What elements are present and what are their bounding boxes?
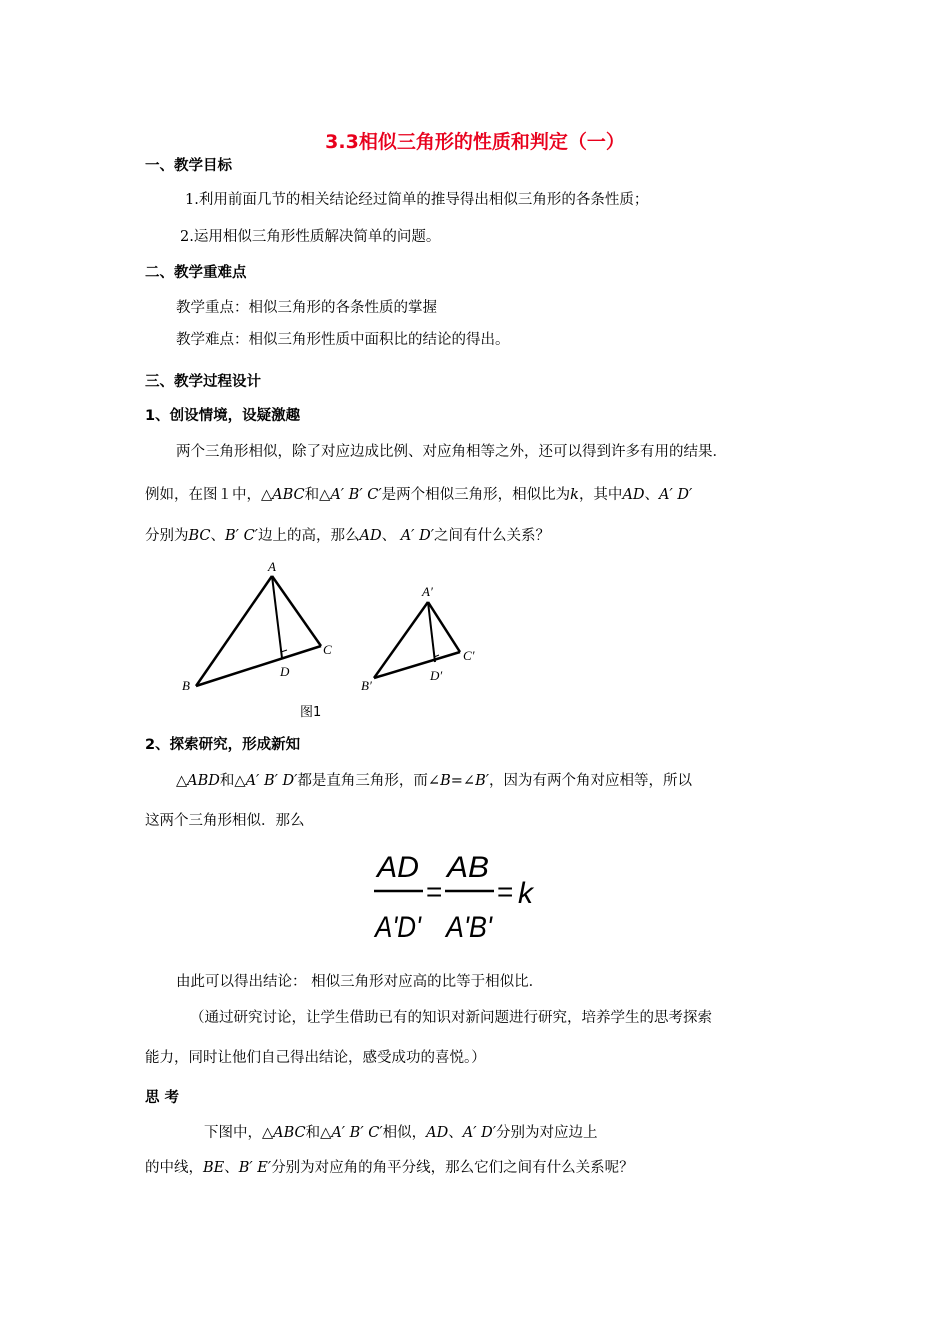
- think-heading: 思 考: [145, 1090, 180, 1106]
- text-run: B′ E′: [238, 1160, 272, 1176]
- text-run: 分别为对应角的角平分线，那么它们之间有什么关系呢？: [271, 1160, 634, 1176]
- text-run: 分别为对应边上: [496, 1125, 598, 1141]
- label-b: B: [182, 678, 190, 693]
- paragraph-2-line-2: 这两个三角形相似．那么: [145, 813, 305, 829]
- text-run: ABD: [187, 773, 220, 789]
- text-run: B: [440, 773, 451, 789]
- section-heading-goals: 一、教学目标: [145, 158, 232, 174]
- label-d-prime: D′: [430, 668, 443, 683]
- note-line-1: （通过研究讨论，让学生借助已有的知识对新问题进行研究，培养学生的思考探索: [190, 1010, 712, 1026]
- text-run: 的中线，: [145, 1160, 203, 1176]
- text-run: k: [570, 487, 579, 503]
- text-run: 和△: [304, 487, 331, 503]
- equals-sign-2: =: [497, 876, 514, 907]
- text-run: 是两个相似三角形，相似比为: [381, 487, 571, 503]
- key-point-text: 教学重点：相似三角形的各条性质的掌握: [176, 300, 437, 316]
- text-run: A′ D′: [462, 1125, 497, 1141]
- text-run: 之间有什么关系？: [434, 528, 550, 544]
- text-run: A′ B′ C′: [331, 1125, 383, 1141]
- text-run: 、: [224, 1160, 239, 1176]
- label-a: A: [268, 559, 276, 574]
- think-line-1: [204, 1121, 598, 1142]
- text-run: =∠: [450, 773, 476, 789]
- subsection-heading-2: 2、探索研究，形成新知: [145, 737, 301, 753]
- paragraph-1-line-3: [145, 524, 550, 545]
- section-heading-process: 三、教学过程设计: [145, 374, 261, 390]
- paragraph-1-line-1: 两个三角形相似，除了对应边成比例、对应角相等之外，还可以得到许多有用的结果．: [176, 444, 727, 460]
- note-line-2: 能力，同时让他们自己得出结论，感受成功的喜悦。）: [145, 1050, 486, 1066]
- triangle-abc: [182, 559, 332, 693]
- formula-numerator-1: AD: [374, 851, 419, 884]
- label-c: C: [323, 642, 332, 657]
- text-run: ，其中: [578, 487, 623, 503]
- text-run: B′ C′: [225, 528, 258, 544]
- text-run: △: [176, 773, 188, 789]
- formula-k: k: [518, 877, 533, 910]
- text-run: 、: [210, 528, 226, 544]
- text-run: BE: [203, 1160, 225, 1176]
- text-run: 例如，在图１中，△: [145, 487, 273, 503]
- section-heading-key-points: 二、教学重难点: [145, 265, 247, 281]
- figure-caption: 图1: [300, 705, 322, 720]
- text-run: ABC: [272, 487, 305, 503]
- formula-numerator-2: AB: [444, 851, 489, 884]
- text-run: BC: [188, 528, 211, 544]
- figure-1-triangles: [178, 556, 480, 722]
- text-run: 相似，: [382, 1125, 427, 1141]
- goal-item-1: 1.利用前面几节的相关结论经过简单的推导得出相似三角形的各条性质；: [185, 192, 649, 208]
- equals-sign-1: =: [426, 876, 443, 907]
- text-run: 边上的高，那么: [257, 528, 360, 544]
- text-run: B′: [475, 773, 490, 789]
- text-run: AD: [426, 1125, 449, 1141]
- label-d: D: [280, 664, 290, 679]
- formula-denominator-1: A'D': [373, 911, 423, 943]
- text-run: A′ B′ D′: [245, 773, 298, 789]
- triangle-a2b2c2: [361, 584, 475, 693]
- text-run: 和△: [305, 1125, 332, 1141]
- text-run: 下图中，△: [204, 1125, 274, 1141]
- ratio-formula: [370, 845, 540, 943]
- label-b-prime: B′: [361, 678, 372, 693]
- text-run: A′ D′: [400, 528, 434, 544]
- segment-b2c2: [374, 652, 460, 678]
- text-run: A′ B′ C′: [330, 487, 382, 503]
- text-run: 、: [381, 528, 401, 544]
- text-run: 分别为: [145, 528, 189, 544]
- goal-item-2: 2.运用相似三角形性质解决简单的问题。: [180, 229, 441, 245]
- text-run: A′ D′: [659, 487, 693, 503]
- paragraph-1-line-2: [145, 483, 692, 504]
- text-run: ，因为有两个角对应相等，所以: [489, 773, 693, 789]
- segment-a2b2: [374, 602, 428, 678]
- page-title: 3.3相似三角形的性质和判定（一）: [325, 131, 625, 153]
- subsection-heading-1: 1、创设情境，设疑激趣: [145, 408, 301, 424]
- label-c-prime: C′: [463, 648, 475, 663]
- conclusion-text: 由此可以得出结论： 相似三角形对应高的比等于相似比．: [176, 974, 544, 990]
- text-run: 和△: [219, 773, 246, 789]
- segment-bc: [196, 646, 321, 686]
- paragraph-2-line-1: [176, 769, 692, 790]
- text-run: 、: [448, 1125, 463, 1141]
- think-line-2: [145, 1156, 634, 1177]
- segment-ab: [196, 576, 272, 686]
- text-run: ABC: [273, 1125, 306, 1141]
- formula-denominator-2: A'B': [444, 911, 494, 943]
- difficult-point-text: 教学难点：相似三角形性质中面积比的结论的得出。: [176, 332, 510, 348]
- label-a-prime: A′: [422, 584, 433, 599]
- text-run: AD: [359, 528, 382, 544]
- text-run: AD: [622, 487, 645, 503]
- text-run: 、: [644, 487, 660, 503]
- text-run: 都是直角三角形，而∠: [297, 773, 441, 789]
